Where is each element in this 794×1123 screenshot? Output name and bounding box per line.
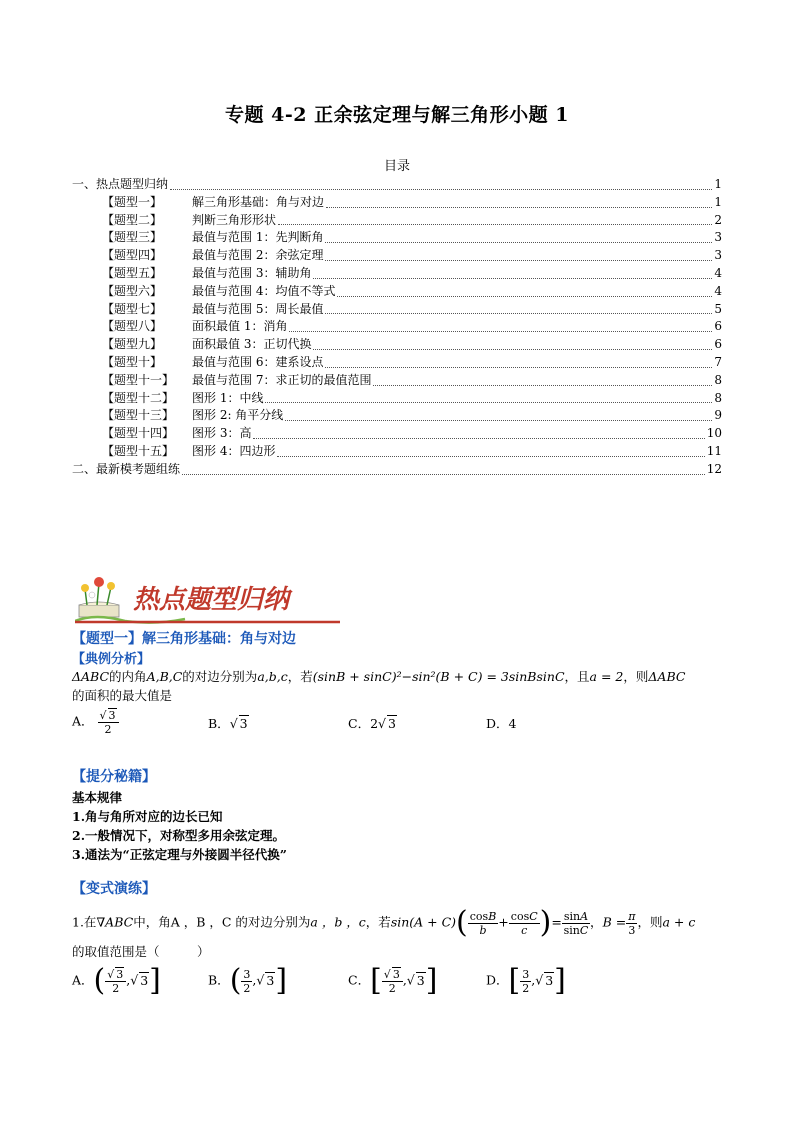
toc-row-tag: 【题型二】 bbox=[102, 212, 163, 227]
toc-row-label: 最值与范围 6：建系设点 bbox=[192, 354, 324, 369]
toc-row-tag: 【题型十三】 bbox=[102, 408, 175, 423]
toc-dot-leader bbox=[253, 438, 704, 439]
toc-row-tag: 【题型十五】 bbox=[102, 443, 175, 458]
example-question-line2: 的面积的最大值是 bbox=[72, 688, 173, 703]
toc-dot-leader bbox=[313, 349, 712, 350]
variant-label: 【变式演练】 bbox=[72, 881, 156, 897]
toc-dot-leader bbox=[289, 331, 712, 332]
toc-dot-leader bbox=[326, 207, 712, 208]
toc-row-page: 4 bbox=[714, 265, 722, 280]
tips-label: 【提分秘籍】 bbox=[72, 769, 156, 785]
page-title: 专题 4-2 正余弦定理与解三角形小题 1 bbox=[225, 104, 569, 126]
toc-row-label: 解三角形基础：角与对边 bbox=[192, 194, 325, 209]
toc-row-label: 最值与范围 3：辅助角 bbox=[192, 265, 312, 280]
toc-row-page: 8 bbox=[714, 372, 722, 387]
option-b: B．√ 3 bbox=[208, 716, 248, 731]
toc-row-page: 3 bbox=[714, 230, 722, 245]
toc-row-page: 7 bbox=[714, 354, 722, 369]
toc-row-tag: 【题型十二】 bbox=[102, 390, 175, 405]
toc-row-page: 6 bbox=[714, 319, 722, 334]
toc-row[interactable] bbox=[72, 425, 722, 443]
tip-3: 3.通法为“正弦定理与外接圆半径代换” bbox=[72, 847, 287, 862]
toc-dot-leader bbox=[325, 260, 712, 261]
toc-row-page: 11 bbox=[706, 443, 722, 458]
toc-row-tag: 【题型一】 bbox=[102, 194, 163, 209]
toc-row-label: 最值与范围 5：周长最值 bbox=[192, 301, 324, 316]
table-of-contents bbox=[72, 176, 722, 479]
toc-row-tag: 【题型十一】 bbox=[102, 372, 175, 387]
toc-row-page: 1 bbox=[714, 177, 722, 191]
toc-dot-leader bbox=[337, 296, 712, 297]
variant-option-c: C．[ $\frac{√ 3}{2}$ ,√ 3] bbox=[348, 963, 438, 998]
tips-title: 基本规律 bbox=[72, 790, 123, 805]
toc-row[interactable] bbox=[72, 176, 722, 194]
toc-row-page: 10 bbox=[706, 426, 722, 441]
toc-row[interactable] bbox=[72, 336, 722, 354]
toc-row-label: 判断三角形形状 bbox=[192, 212, 277, 227]
toc-heading: 目录 bbox=[383, 159, 410, 174]
option-a: A． $\frac{√ 3}{2}$ bbox=[72, 708, 119, 736]
toc-row[interactable] bbox=[72, 390, 722, 408]
toc-row-label: 最值与范围 4：均值不等式 bbox=[192, 283, 336, 298]
toc-row-page: 5 bbox=[714, 301, 722, 316]
toc-row-tag: 二、最新模考题组练 bbox=[72, 461, 181, 476]
toc-dot-leader bbox=[277, 456, 704, 457]
toc-row-label: 图形 4：四边形 bbox=[192, 443, 276, 458]
toc-row-label: 面积最值 3：正切代换 bbox=[192, 337, 312, 352]
toc-row[interactable] bbox=[72, 247, 722, 265]
toc-row[interactable] bbox=[72, 461, 722, 479]
toc-row-tag: 【题型九】 bbox=[102, 337, 163, 352]
toc-row[interactable] bbox=[72, 301, 722, 319]
toc-row-tag: 【题型三】 bbox=[102, 230, 163, 245]
toc-row-tag: 【题型七】 bbox=[102, 301, 163, 316]
toc-dot-leader bbox=[325, 242, 712, 243]
section-heading: 【题型一】解三角形基础：角与对边 bbox=[72, 631, 296, 647]
tip-1: 1.角与角所对应的边长已知 bbox=[72, 809, 223, 824]
variant-option-a: A．( $\frac{√ 3}{2}$ ,√ 3] bbox=[72, 963, 161, 998]
toc-row-label: 图形 2: 角平分线 bbox=[192, 408, 284, 423]
toc-row-page: 8 bbox=[714, 390, 722, 405]
toc-row-tag: 一、热点题型归纳 bbox=[72, 177, 169, 191]
toc-row[interactable] bbox=[72, 354, 722, 372]
toc-row-page: 9 bbox=[714, 408, 722, 423]
toc-dot-leader bbox=[325, 367, 712, 368]
toc-row[interactable] bbox=[72, 229, 722, 247]
toc-row-label: 图形 3：高 bbox=[192, 426, 252, 441]
toc-dot-leader bbox=[182, 474, 705, 475]
toc-row[interactable] bbox=[72, 372, 722, 390]
toc-row[interactable] bbox=[72, 407, 722, 425]
toc-row-label: 最值与范围 1：先判断角 bbox=[192, 230, 324, 245]
toc-dot-leader bbox=[325, 313, 712, 314]
toc-dot-leader bbox=[170, 189, 712, 190]
toc-row-page: 2 bbox=[714, 212, 722, 227]
section-banner bbox=[75, 575, 345, 625]
toc-row-page: 4 bbox=[714, 283, 722, 298]
banner-text: 热点题型归纳 bbox=[133, 585, 290, 615]
toc-row-label: 最值与范围 2：余弦定理 bbox=[192, 248, 324, 263]
toc-row-page: 1 bbox=[714, 194, 722, 209]
toc-row-tag: 【题型六】 bbox=[102, 283, 163, 298]
toc-row-label: 图形 1：中线 bbox=[192, 390, 264, 405]
example-label: 【典例分析】 bbox=[72, 652, 151, 667]
toc-row-tag: 【题型五】 bbox=[102, 265, 163, 280]
variant-option-d: D．[ $\frac{3}{2}$ ,√ 3] bbox=[486, 963, 566, 998]
toc-row[interactable] bbox=[72, 194, 722, 212]
toc-row-tag: 【题型八】 bbox=[102, 319, 163, 334]
option-d: D．4 bbox=[486, 716, 517, 731]
toc-row[interactable] bbox=[72, 212, 722, 230]
toc-dot-leader bbox=[265, 402, 712, 403]
variant-question-1-line2: 的取值范围是（ ） bbox=[72, 944, 210, 959]
toc-dot-leader bbox=[278, 224, 712, 225]
toc-row[interactable] bbox=[72, 318, 722, 336]
toc-row[interactable] bbox=[72, 443, 722, 461]
variant-option-b: B．( $\frac{3}{2}$ ,√ 3] bbox=[208, 963, 288, 998]
toc-row-page: 6 bbox=[714, 337, 722, 352]
toc-dot-leader bbox=[313, 278, 712, 279]
toc-row-label: 面积最值 1：消角 bbox=[192, 319, 288, 334]
toc-row[interactable] bbox=[72, 283, 722, 301]
toc-row-tag: 【题型十四】 bbox=[102, 426, 175, 441]
toc-row[interactable] bbox=[72, 265, 722, 283]
tip-2: 2.一般情况下，对称型多用余弦定理。 bbox=[72, 828, 286, 843]
toc-row-tag: 【题型四】 bbox=[102, 248, 163, 263]
toc-row-page: 12 bbox=[706, 461, 722, 476]
example-question-line1: ΔABC的内角A,B,C的对边分别为a,b,c，若(sinB + sinC)²−sin²(B + C) = 3sinBsinC，且a = 2，则ΔABC bbox=[72, 669, 686, 684]
toc-row-tag: 【题型十】 bbox=[102, 354, 163, 369]
toc-row-label: 最值与范围 7：求正切的最值范围 bbox=[192, 372, 372, 387]
toc-dot-leader bbox=[285, 420, 712, 421]
variant-question-1: 1.在∇ABC中，角A ，B ，C 的对边分别为a ，b ，c，若sin(A + C)( $\frac{\cos B}{b}$ + $\frac{\cos C}{c}$ )= $\frac{\sin A}{\sin C}$ ，B = $\frac{\pi}{3}$ ，则a + c bbox=[72, 905, 696, 940]
toc-dot-leader bbox=[373, 385, 712, 386]
toc-row-page: 3 bbox=[714, 248, 722, 263]
option-c: C．2√ 3 bbox=[348, 716, 396, 731]
